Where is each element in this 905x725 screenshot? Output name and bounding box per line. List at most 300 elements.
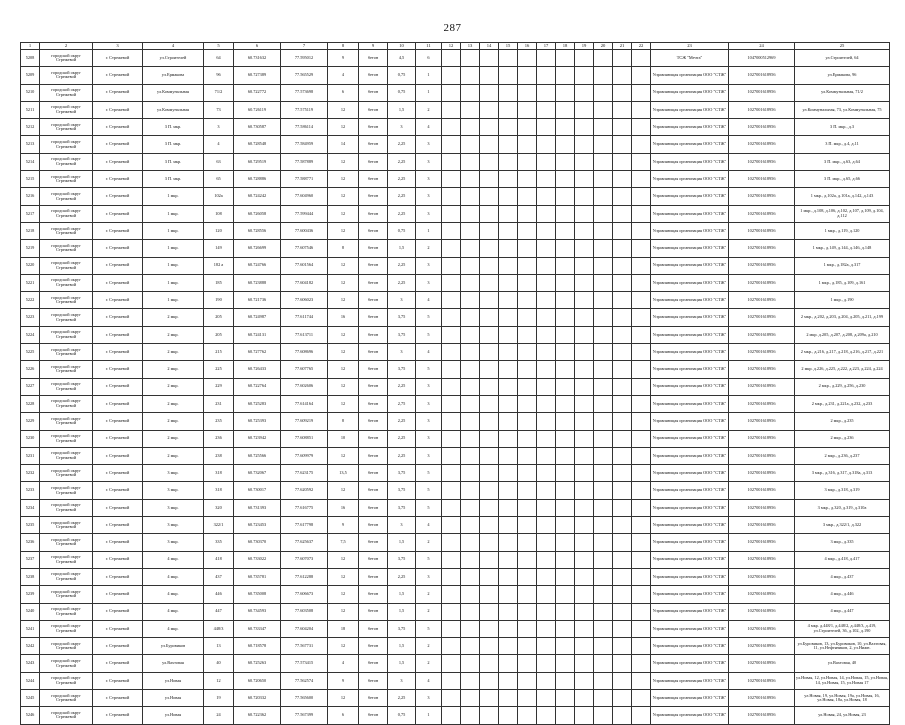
table-cell: 1	[416, 67, 442, 84]
table-cell: 77.606023	[281, 292, 328, 309]
table-cell: 1,5	[388, 101, 416, 118]
table-cell: бетон	[359, 309, 388, 326]
table-cell: бетон	[359, 465, 388, 482]
table-cell: 1 мкр.	[143, 240, 204, 257]
table-cell: г. Стрежевой	[93, 655, 143, 672]
table-cell: ул.Буровиков	[143, 638, 204, 655]
table-cell	[575, 222, 594, 239]
table-cell: 5	[416, 326, 442, 343]
table-cell: 2	[416, 586, 442, 603]
table-cell: 60.718578	[234, 638, 281, 655]
column-header: 4	[143, 43, 204, 50]
column-header: 11	[416, 43, 442, 50]
table-cell	[499, 344, 518, 361]
table-cell	[594, 586, 613, 603]
table-cell: 1027001618956	[729, 326, 795, 343]
table-cell	[613, 620, 632, 637]
table-cell: 3 мкр., д.320, д.319, д.310а	[795, 499, 890, 516]
column-header: 18	[556, 43, 575, 50]
table-cell	[480, 205, 499, 222]
table-cell	[518, 551, 537, 568]
table-cell	[480, 101, 499, 118]
table-cell: г. Стрежевой	[93, 153, 143, 170]
table-cell: бетон	[359, 707, 388, 724]
column-header: 14	[480, 43, 499, 50]
table-cell: 77.587889	[281, 153, 328, 170]
table-cell: Управляющая организация ООО "СТЖ"	[651, 153, 729, 170]
table-cell	[499, 309, 518, 326]
table-cell	[480, 171, 499, 188]
table-cell	[461, 344, 480, 361]
table-cell	[594, 309, 613, 326]
table-cell: г. Стрежевой	[93, 638, 143, 655]
table-cell: 1 мкр., д.108, д.106, д.102, д.107, д.109, д.104, д.112	[795, 205, 890, 222]
table-cell	[632, 499, 651, 516]
table-cell	[594, 153, 613, 170]
table-cell: бетон	[359, 689, 388, 706]
table-cell	[461, 222, 480, 239]
table-cell: 4 мкр., д.446	[795, 586, 890, 603]
table-cell: ул.Вахтовая, 40	[795, 655, 890, 672]
table-cell	[537, 67, 556, 84]
table-cell	[461, 171, 480, 188]
table-cell	[461, 67, 480, 84]
table-cell: Управляющая организация ООО "СТЖ"	[651, 499, 729, 516]
table-cell	[556, 84, 575, 101]
table-cell	[556, 517, 575, 534]
column-header: 8	[328, 43, 359, 50]
table-cell	[575, 395, 594, 412]
table-cell: городской округ Стрежевой	[40, 413, 93, 430]
table-cell: г. Стрежевой	[93, 344, 143, 361]
table-cell	[556, 499, 575, 516]
table-cell	[556, 378, 575, 395]
table-cell: 3 П. мкр., д.65, д.66	[795, 171, 890, 188]
table-cell: городской округ Стрежевой	[40, 205, 93, 222]
table-cell	[594, 499, 613, 516]
table-cell	[594, 638, 613, 655]
table-cell: 3	[204, 119, 234, 136]
table-cell: г. Стрежевой	[93, 361, 143, 378]
table-cell: 1027001618956	[729, 430, 795, 447]
table-cell	[480, 395, 499, 412]
table-cell: 2,25	[388, 171, 416, 188]
table-cell: 5222	[21, 292, 40, 309]
table-cell: 40	[204, 655, 234, 672]
table-cell	[575, 586, 594, 603]
table-cell: г. Стрежевой	[93, 586, 143, 603]
table-cell	[594, 119, 613, 136]
table-cell	[613, 101, 632, 118]
table-cell: 5	[416, 309, 442, 326]
table-cell: 1 мкр., д.182а, д.317	[795, 257, 890, 274]
table-cell: 1 мкр., д.185, д.109, д.161	[795, 274, 890, 291]
table-cell	[613, 257, 632, 274]
column-header: 21	[613, 43, 632, 50]
table-cell	[537, 638, 556, 655]
table-cell: 77.612288	[281, 568, 328, 585]
table-cell: бетон	[359, 326, 388, 343]
table-cell	[575, 50, 594, 67]
table-cell	[632, 620, 651, 637]
table-cell: городской округ Стрежевой	[40, 136, 93, 153]
table-cell	[480, 465, 499, 482]
table-cell: 3	[416, 395, 442, 412]
table-cell	[613, 240, 632, 257]
table-cell: ул.Коммунальная	[143, 84, 204, 101]
table-cell: 1027001618956	[729, 344, 795, 361]
table-cell: Управляющая организация ООО "СТЖ"	[651, 378, 729, 395]
table-cell: Управляющая организация ООО "СТЖ"	[651, 205, 729, 222]
table-cell: 5230	[21, 430, 40, 447]
column-header: 24	[729, 43, 795, 50]
table-cell: бетон	[359, 638, 388, 655]
column-header: 3	[93, 43, 143, 50]
table-cell	[442, 568, 461, 585]
table-cell: городской округ Стрежевой	[40, 689, 93, 706]
table-cell	[461, 517, 480, 534]
table-cell: 77.620592	[281, 482, 328, 499]
table-cell: 3	[388, 672, 416, 689]
table-cell	[556, 171, 575, 188]
table-cell: 320	[204, 499, 234, 516]
table-cell: 60.730017	[234, 482, 281, 499]
table-cell	[442, 499, 461, 516]
table-cell: 5238	[21, 568, 40, 585]
table-cell	[537, 465, 556, 482]
table-cell	[461, 292, 480, 309]
table-row	[21, 240, 890, 257]
table-cell	[632, 101, 651, 118]
table-cell: 1027001618956	[729, 292, 795, 309]
table-cell: 5	[416, 465, 442, 482]
table-row	[21, 378, 890, 395]
table-cell: Управляющая организация ООО "СТЖ"	[651, 430, 729, 447]
table-cell: бетон	[359, 430, 388, 447]
table-cell: бетон	[359, 50, 388, 67]
table-cell	[575, 274, 594, 291]
table-cell	[518, 222, 537, 239]
table-cell	[480, 707, 499, 724]
table-cell: городской округ Стрежевой	[40, 171, 93, 188]
table-cell: 2 мкр.	[143, 395, 204, 412]
table-cell	[480, 292, 499, 309]
table-row	[21, 620, 890, 637]
table-cell: бетон	[359, 274, 388, 291]
table-cell: Управляющая организация ООО "СТЖ"	[651, 603, 729, 620]
table-cell	[442, 344, 461, 361]
table-cell: г. Стрежевой	[93, 689, 143, 706]
table-cell: 3 П. мкр.	[143, 136, 204, 153]
table-cell	[575, 672, 594, 689]
table-cell: г. Стрежевой	[93, 395, 143, 412]
table-cell: 5213	[21, 136, 40, 153]
table-cell: 77.584959	[281, 136, 328, 153]
table-cell: 96	[204, 67, 234, 84]
table-cell	[632, 188, 651, 205]
table-cell	[632, 326, 651, 343]
table-cell	[556, 638, 575, 655]
table-cell	[575, 430, 594, 447]
table-cell: г. Стрежевой	[93, 551, 143, 568]
table-cell	[537, 689, 556, 706]
table-cell: 2,25	[388, 257, 416, 274]
table-row	[21, 534, 890, 551]
table-cell	[499, 101, 518, 118]
table-cell	[575, 620, 594, 637]
table-cell: бетон	[359, 171, 388, 188]
table-cell	[461, 188, 480, 205]
table-cell: 60.728556	[234, 222, 281, 239]
table-cell: 4	[328, 655, 359, 672]
table-cell	[499, 551, 518, 568]
table-cell: 3	[416, 689, 442, 706]
table-cell	[461, 534, 480, 551]
table-cell: 60.723942	[234, 430, 281, 447]
table-cell	[632, 689, 651, 706]
table-cell: Управляющая организация ООО "СТЖ"	[651, 517, 729, 534]
table-cell: 77.608851	[281, 430, 328, 447]
table-cell	[499, 655, 518, 672]
table-cell: 3 мкр.	[143, 517, 204, 534]
table-cell: городской округ Стрежевой	[40, 222, 93, 239]
table-cell: 5233	[21, 482, 40, 499]
column-header: 12	[442, 43, 461, 50]
table-cell: 1027001618956	[729, 638, 795, 655]
table-cell: 5243	[21, 655, 40, 672]
table-cell: 4,5	[388, 50, 416, 67]
table-cell: 77.625637	[281, 534, 328, 551]
table-cell: 190	[204, 292, 234, 309]
table-cell: 12	[328, 274, 359, 291]
table-cell: 2	[416, 603, 442, 620]
table-cell: 77.607765	[281, 361, 328, 378]
table-cell: 77.567731	[281, 638, 328, 655]
table-cell	[537, 586, 556, 603]
table-cell	[613, 344, 632, 361]
table-cell	[575, 517, 594, 534]
table-cell: 5232	[21, 465, 40, 482]
table-cell	[632, 534, 651, 551]
table-cell: Управляющая организация ООО "СТЖ"	[651, 309, 729, 326]
table-cell	[594, 136, 613, 153]
table-cell: городской округ Стрежевой	[40, 707, 93, 724]
table-cell	[480, 344, 499, 361]
table-cell	[537, 205, 556, 222]
table-cell	[461, 447, 480, 464]
table-cell	[575, 707, 594, 724]
table-cell	[613, 378, 632, 395]
table-cell	[480, 84, 499, 101]
table-cell	[556, 568, 575, 585]
table-cell	[575, 136, 594, 153]
table-cell	[461, 205, 480, 222]
table-cell: 14	[328, 136, 359, 153]
table-cell: 1027001618956	[729, 205, 795, 222]
table-cell	[518, 534, 537, 551]
table-cell	[594, 222, 613, 239]
table-cell: 60.727762	[234, 344, 281, 361]
table-cell: 60.735781	[234, 568, 281, 585]
table-cell: 77.573698	[281, 84, 328, 101]
table-cell: городской округ Стрежевой	[40, 638, 93, 655]
table-cell: бетон	[359, 620, 388, 637]
table-cell: 1027001618956	[729, 655, 795, 672]
table-cell: 77.604960	[281, 188, 328, 205]
table-cell: 1	[416, 84, 442, 101]
table-cell: 9	[328, 672, 359, 689]
table-cell	[556, 188, 575, 205]
table-cell	[442, 603, 461, 620]
table-cell: 5244	[21, 672, 40, 689]
table-cell	[480, 534, 499, 551]
table-cell: 13,5	[328, 465, 359, 482]
table-cell: 1027001618956	[729, 551, 795, 568]
table-cell: 60.734593	[234, 603, 281, 620]
table-cell	[480, 378, 499, 395]
table-cell	[537, 309, 556, 326]
table-cell: 19	[204, 689, 234, 706]
table-cell: 16	[328, 499, 359, 516]
table-cell: 60.724131	[234, 326, 281, 343]
table-cell	[442, 413, 461, 430]
table-cell: 3 мкр., д.316, д.317, д.318а, д.313	[795, 465, 890, 482]
table-cell	[632, 638, 651, 655]
table-cell	[575, 638, 594, 655]
table-cell: 5237	[21, 551, 40, 568]
table-row	[21, 171, 890, 188]
table-cell: ул.Коммунальная, 73, ул.Коммунальная, 75	[795, 101, 890, 118]
table-cell	[575, 499, 594, 516]
column-header: 9	[359, 43, 388, 50]
table-cell: 60.726699	[234, 240, 281, 257]
table-cell	[613, 292, 632, 309]
table-cell: 1027001618956	[729, 568, 795, 585]
table-cell: 3,75	[388, 551, 416, 568]
table-cell	[518, 240, 537, 257]
table-cell	[613, 361, 632, 378]
table-cell: бетон	[359, 222, 388, 239]
table-cell: 8	[328, 240, 359, 257]
table-cell	[613, 551, 632, 568]
table-cell	[461, 707, 480, 724]
table-cell: 205	[204, 309, 234, 326]
table-cell: 3	[388, 344, 416, 361]
table-cell: Управляющая организация ООО "СТЖ"	[651, 689, 729, 706]
table-cell	[632, 603, 651, 620]
table-cell: г. Стрежевой	[93, 465, 143, 482]
table-cell: 236	[204, 430, 234, 447]
table-cell: 3 мкр.	[143, 499, 204, 516]
table-cell	[575, 413, 594, 430]
table-cell: г. Стрежевой	[93, 447, 143, 464]
table-cell: 108	[204, 205, 234, 222]
table-cell	[537, 430, 556, 447]
table-cell: 9	[328, 517, 359, 534]
table-cell: 8	[328, 413, 359, 430]
table-cell: городской округ Стрежевой	[40, 395, 93, 412]
table-cell: городской округ Стрежевой	[40, 655, 93, 672]
table-cell: г. Стрежевой	[93, 50, 143, 67]
table-cell: 2,25	[388, 205, 416, 222]
table-cell: городской округ Стрежевой	[40, 499, 93, 516]
table-cell	[480, 50, 499, 67]
table-cell: г. Стрежевой	[93, 326, 143, 343]
table-cell	[499, 257, 518, 274]
table-cell: 4 мкр. д.448/1, д.448/2, д.448/3, д.419, ул.Строителей, 36, д.102, д.190	[795, 620, 890, 637]
table-cell	[594, 257, 613, 274]
table-cell	[480, 274, 499, 291]
table-cell	[556, 620, 575, 637]
table-cell: г. Стрежевой	[93, 430, 143, 447]
column-header: 22	[632, 43, 651, 50]
table-cell	[613, 534, 632, 551]
table-cell: Управляющая организация ООО "СТЖ"	[651, 568, 729, 585]
table-cell: 12	[328, 222, 359, 239]
table-cell: 3	[416, 136, 442, 153]
table-cell: Управляющая организация ООО "СТЖ"	[651, 482, 729, 499]
table-cell: 2	[416, 101, 442, 118]
table-row	[21, 430, 890, 447]
table-cell: 5246	[21, 707, 40, 724]
table-cell: 77.595012	[281, 50, 328, 67]
table-cell: 1027001618956	[729, 517, 795, 534]
table-cell	[613, 222, 632, 239]
table-cell: 5235	[21, 517, 40, 534]
table-cell	[442, 447, 461, 464]
table-cell	[594, 465, 613, 482]
table-cell	[499, 447, 518, 464]
table-cell: г. Стрежевой	[93, 534, 143, 551]
table-cell: г. Стрежевой	[93, 517, 143, 534]
table-cell	[613, 586, 632, 603]
table-cell	[613, 171, 632, 188]
table-cell: бетон	[359, 482, 388, 499]
table-cell	[461, 551, 480, 568]
table-cell	[632, 568, 651, 585]
table-cell: ул.Коммунальная, 71/2	[795, 84, 890, 101]
table-cell: Управляющая организация ООО "СТЖ"	[651, 84, 729, 101]
table-row	[21, 222, 890, 239]
table-cell: 24	[204, 707, 234, 724]
table-cell	[556, 292, 575, 309]
table-cell: 3,75	[388, 361, 416, 378]
table-cell: 3 П. мкр.	[143, 153, 204, 170]
table-row	[21, 257, 890, 274]
table-row	[21, 344, 890, 361]
table-cell	[575, 465, 594, 482]
table-cell	[575, 205, 594, 222]
table-cell: Управляющая организация ООО "СТЖ"	[651, 638, 729, 655]
table-cell	[594, 603, 613, 620]
table-cell	[594, 707, 613, 724]
table-cell	[461, 257, 480, 274]
table-cell	[632, 344, 651, 361]
table-cell	[632, 586, 651, 603]
table-row	[21, 309, 890, 326]
table-cell: 3 П. мкр.	[143, 171, 204, 188]
table-row	[21, 188, 890, 205]
table-cell	[575, 309, 594, 326]
table-cell: 2 мкр.	[143, 361, 204, 378]
table-cell: 1027001618956	[729, 447, 795, 464]
table-cell	[461, 395, 480, 412]
table-cell	[442, 240, 461, 257]
table-cell	[575, 292, 594, 309]
table-cell: г. Стрежевой	[93, 603, 143, 620]
table-cell	[461, 586, 480, 603]
table-cell: городской округ Стрежевой	[40, 119, 93, 136]
